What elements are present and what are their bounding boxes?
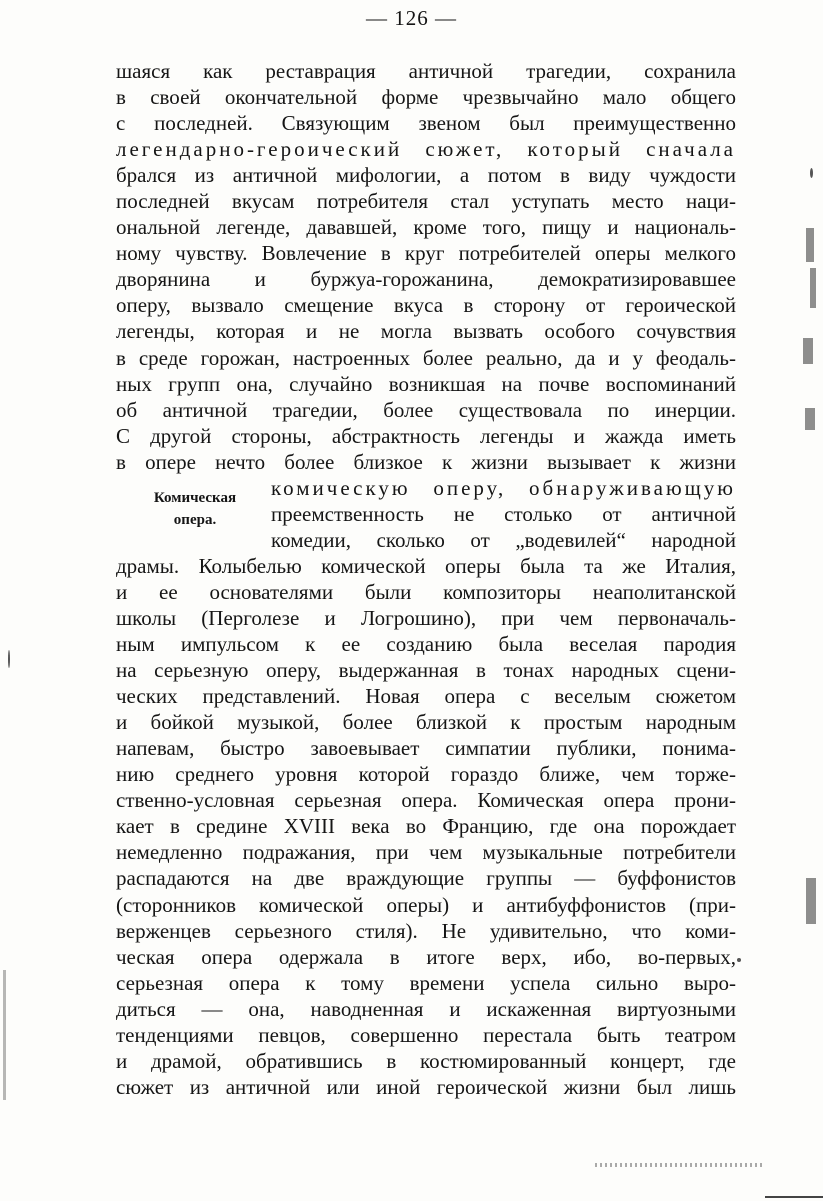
text-line: и бойкой музыкой, более близкой к простым народным bbox=[116, 710, 736, 735]
scan-smudge bbox=[805, 408, 815, 430]
text-line: ному чувству. Вовлечение в круг потребителей оперы мелкого bbox=[116, 241, 736, 266]
scan-smudge bbox=[810, 268, 816, 308]
text-line: комическую оперу, обнаруживающую bbox=[271, 475, 736, 500]
scan-smudge bbox=[3, 970, 6, 1100]
margin-note-line: опера. bbox=[173, 512, 217, 528]
text-line: с последней. Связующим звеном был преимущественно bbox=[116, 111, 736, 136]
text-line: нию среднего уровня которой гораздо ближе, чем торже- bbox=[116, 762, 736, 787]
text-line: и ее основателями были композиторы неаполитанской bbox=[116, 579, 736, 604]
text-line: легенды, которая и не могла вызвать особого сочувствия bbox=[116, 319, 736, 344]
text-line: в опере нечто более близкое к жизни вызывает к жизни bbox=[116, 449, 736, 474]
scan-speck bbox=[737, 958, 741, 962]
text-line: шаяся как реставрация античной трагедии, сохранила bbox=[116, 59, 736, 83]
text-line: сюжет из античной или иной героической жизни был лишь bbox=[116, 1074, 736, 1099]
text-line: оперу, вызвало смещение вкуса в сторону от героической bbox=[116, 293, 736, 318]
scan-smudge bbox=[806, 878, 816, 924]
text-line: дворянина и буржуа-горожанина, демократизировавшее bbox=[116, 267, 736, 292]
text-line: на серьезную оперу, выдержанная в тонах народных сцени- bbox=[116, 658, 736, 683]
scan-smudge bbox=[803, 338, 813, 364]
text-line: С другой стороны, абстрактность легенды и жажда иметь bbox=[116, 423, 736, 448]
text-line: ственно-условная серьезная опера. Комическая опера прони- bbox=[116, 788, 736, 813]
text-line: ческих представлений. Новая опера с веселым сюжетом bbox=[116, 684, 736, 709]
text-line: в своей окончательной форме чрезвычайно мало общего bbox=[116, 85, 736, 110]
text-line: серьезная опера к тому времени успела сильно выро- bbox=[116, 970, 736, 995]
text-line: последней вкусам потребителя стал уступать место наци- bbox=[116, 189, 736, 214]
text-line: ческая опера одержала в итоге верх, ибо, во-первых, bbox=[116, 944, 736, 969]
text-line: тенденциями певцов, совершенно перестала быть театром bbox=[116, 1022, 736, 1047]
text-line: драмы. Колыбелью комической оперы была та же Италия, bbox=[116, 553, 736, 578]
text-line: преемственность не столько от античной bbox=[271, 501, 736, 526]
text-line: комедии, сколько от „водевилей“ народной bbox=[271, 527, 736, 552]
scan-speck bbox=[810, 168, 813, 178]
text-line: (сторонников комической оперы) и антибуффонистов (при- bbox=[116, 892, 736, 917]
scan-smudge bbox=[806, 228, 814, 262]
margin-note-line: Комическая bbox=[153, 490, 237, 506]
text-line: напевам, быстро завоевывает симпатии публики, понима- bbox=[116, 736, 736, 761]
scan-edge-line bbox=[765, 1196, 823, 1198]
scan-noise bbox=[595, 1163, 765, 1167]
text-line: немедленно подражания, при чем музыкальные потребители bbox=[116, 840, 736, 865]
page-number: — 126 — bbox=[366, 6, 457, 30]
text-line: распадаются на две враждующие группы — буффонистов bbox=[116, 866, 736, 891]
text-line: кает в средине XVIII века во Францию, где она порождает bbox=[116, 814, 736, 839]
text-line: в среде горожан, настроенных более реально, да и у феодаль- bbox=[116, 345, 736, 370]
text-line: школы (Перголезе и Логрошино), при чем первоначаль- bbox=[116, 605, 736, 630]
text-line: диться — она, наводненная и искаженная виртуозными bbox=[116, 996, 736, 1021]
body-text bbox=[116, 58, 736, 1100]
text-line: ным импульсом к ее созданию была веселая пародия bbox=[116, 632, 736, 657]
text-line: брался из античной мифологии, а потом в виду чуждости bbox=[116, 163, 736, 188]
text-line: верженцев серьезного стиля). Не удивительно, что коми- bbox=[116, 918, 736, 943]
text-line: легендарно-героический сюжет, который сначала bbox=[116, 137, 736, 162]
text-line: об античной трагедии, более существовала по инерции. bbox=[116, 397, 736, 422]
text-line: ных групп она, случайно возникшая на почве воспоминаний bbox=[116, 371, 736, 396]
text-line: ональной легенде, дававшей, кроме того, пищу и националь- bbox=[116, 215, 736, 240]
text-line: и драмой, обратившись в костюмированный концерт, где bbox=[116, 1048, 736, 1073]
scan-speck bbox=[8, 650, 10, 668]
